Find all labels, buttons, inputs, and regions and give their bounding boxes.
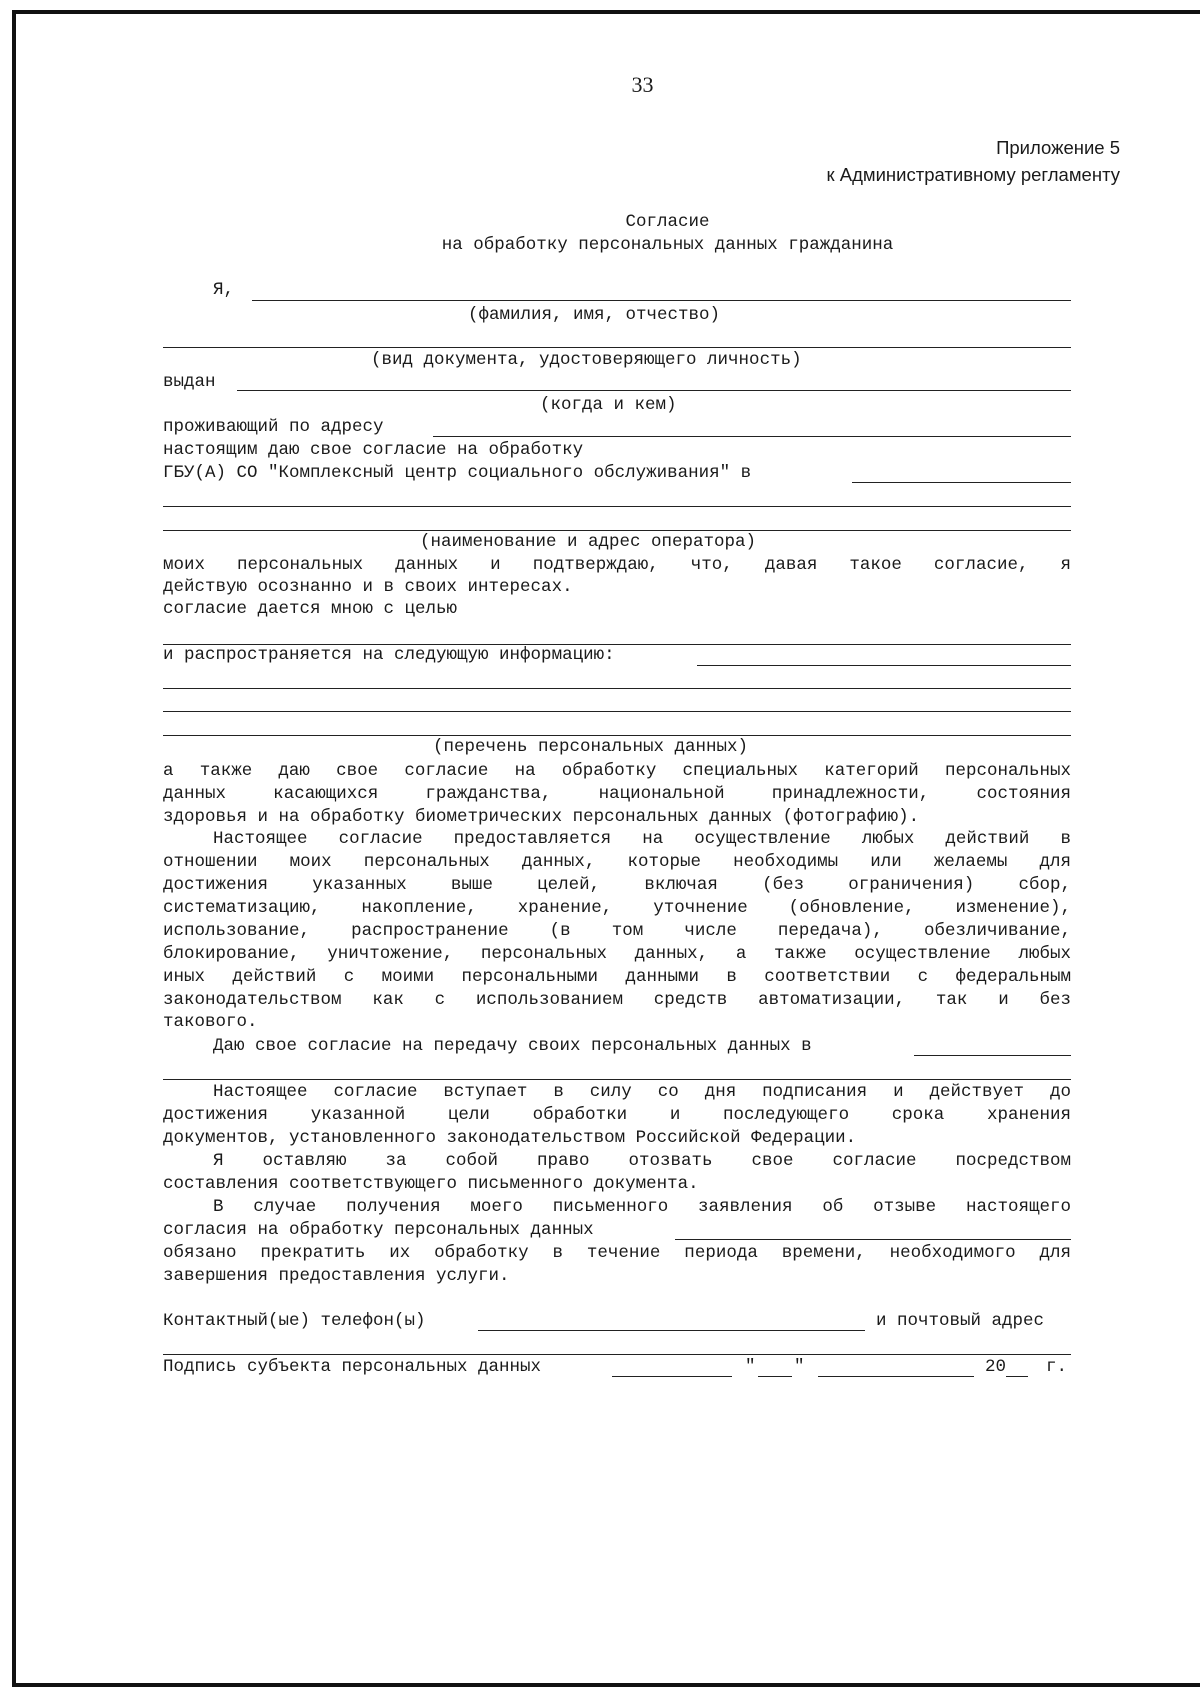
address-field[interactable] xyxy=(433,436,1071,437)
fio-caption: (фамилия, имя, отчество) xyxy=(468,305,721,325)
paragraph-6-line-3: обязано прекратить их обработку в течение периода времени, необходимого для xyxy=(163,1243,1071,1263)
info-field-line-2[interactable] xyxy=(163,711,1071,712)
paragraph-3-line-5: использование, распространение (в том числе передача), обезличивание, xyxy=(163,921,1071,941)
annex-title: Приложение 5 xyxy=(996,137,1120,158)
paragraph-2-line-2: данных касающихся гражданства, национальной принадлежности, состояния xyxy=(163,784,1071,804)
i-label: Я, xyxy=(213,280,235,300)
title-line-1: Согласие xyxy=(625,212,710,232)
consent-line-2: ГБУ(А) СО "Комплексный центр социального обслуживания" в xyxy=(163,463,752,483)
paragraph-4-line-2: достижения указанной цели обработки и последующего срока хранения xyxy=(163,1105,1071,1125)
paragraph-3-line-8: законодательством как с использованием средств автоматизации, так и без xyxy=(163,990,1071,1010)
date-month-field[interactable] xyxy=(818,1376,974,1377)
paragraph-3-line-4: систематизацию, накопление, хранение, уточнение (обновление, изменение), xyxy=(163,898,1071,918)
data-list-caption: (перечень персональных данных) xyxy=(433,737,749,757)
paragraph-5-line-1: Я оставляю за собой право отозвать свое согласие посредством xyxy=(213,1151,1071,1171)
paragraph-3-line-9: такового. xyxy=(163,1012,258,1032)
paragraph-6-line-4: завершения предоставления услуги. xyxy=(163,1266,510,1286)
date-day-field[interactable] xyxy=(758,1376,792,1377)
paragraph-6-line-2: согласия на обработку персональных данных xyxy=(163,1220,594,1240)
paragraph-3-line-6: блокирование, уничтожение, персональных данных, а также осуществление любых xyxy=(163,944,1071,964)
transfer-field-line[interactable] xyxy=(163,1079,1071,1080)
consent-line-1: настоящим даю свое согласие на обработку xyxy=(163,440,584,460)
revocation-operator-field[interactable] xyxy=(675,1239,1071,1240)
transfer-label: Даю свое согласие на передачу своих персональных данных в xyxy=(213,1036,812,1056)
id-document-caption: (вид документа, удостоверяющего личность) xyxy=(371,350,802,370)
date-quote-open: " xyxy=(745,1357,756,1377)
paragraph-2-line-1: а также даю свое согласие на обработку специальных категорий персональных xyxy=(163,761,1071,781)
operator-field-inline[interactable] xyxy=(852,482,1071,483)
info-label: и распространяется на следующую информацию: xyxy=(163,645,615,665)
paragraph-2-line-3: здоровья и на обработку биометрических персональных данных (фотографию). xyxy=(163,807,920,827)
date-year-field[interactable] xyxy=(1006,1376,1028,1377)
paragraph-3-line-1: Настоящее согласие предоставляется на осуществление любых действий в xyxy=(213,829,1071,849)
paragraph-4-line-1: Настоящее согласие вступает в силу со дня подписания и действует до xyxy=(213,1082,1071,1102)
date-quote-close: " xyxy=(794,1357,805,1377)
transfer-field-inline[interactable] xyxy=(914,1055,1071,1056)
operator-field-line-1[interactable] xyxy=(163,506,1071,507)
annex-subtitle: к Административному регламенту xyxy=(826,164,1120,185)
id-document-field[interactable] xyxy=(163,347,1071,348)
info-field-line-1[interactable] xyxy=(163,688,1071,689)
fio-field[interactable] xyxy=(252,300,1071,301)
issued-label: выдан xyxy=(163,372,216,392)
phone-label: Контактный(ые) телефон(ы) xyxy=(163,1311,426,1331)
info-field-inline[interactable] xyxy=(697,665,1071,666)
paragraph-4-line-3: документов, установленного законодательством Российской Федерации. xyxy=(163,1128,857,1148)
paragraph-6-line-1: В случае получения моего письменного заявления об отзыве настоящего xyxy=(213,1197,1071,1217)
paragraph-3-line-2: отношении моих персональных данных, которые необходимы или желаемы для xyxy=(163,852,1071,872)
paragraph-3-line-7: иных действий с моими персональными данными в соответствии с федеральным xyxy=(163,967,1071,987)
postal-label: и почтовый адрес xyxy=(876,1311,1045,1331)
postal-field[interactable] xyxy=(163,1354,1071,1355)
signature-field[interactable] xyxy=(612,1376,732,1377)
page-number: 33 xyxy=(631,72,654,97)
year-prefix: 20 xyxy=(985,1357,1007,1377)
purpose-label: согласие дается мною с целью xyxy=(163,599,458,619)
operator-caption: (наименование и адрес оператора) xyxy=(420,532,757,552)
signature-label: Подпись субъекта персональных данных xyxy=(163,1357,542,1377)
issued-caption: (когда и кем) xyxy=(540,395,677,415)
year-suffix: г. xyxy=(1046,1357,1068,1377)
paragraph-1-line-1: моих персональных данных и подтверждаю, что, давая такое согласие, я xyxy=(163,555,1071,575)
title-line-2: на обработку персональных данных гражданина xyxy=(441,235,894,255)
issued-field[interactable] xyxy=(237,390,1071,391)
phone-field[interactable] xyxy=(478,1330,865,1331)
paragraph-5-line-2: составления соответствующего письменного документа. xyxy=(163,1174,699,1194)
address-label: проживающий по адресу xyxy=(163,417,384,437)
paragraph-3-line-3: достижения указанных выше целей, включая (без ограничения) сбор, xyxy=(163,875,1071,895)
paragraph-1-line-2: действую осознанно и в своих интересах. xyxy=(163,577,573,597)
